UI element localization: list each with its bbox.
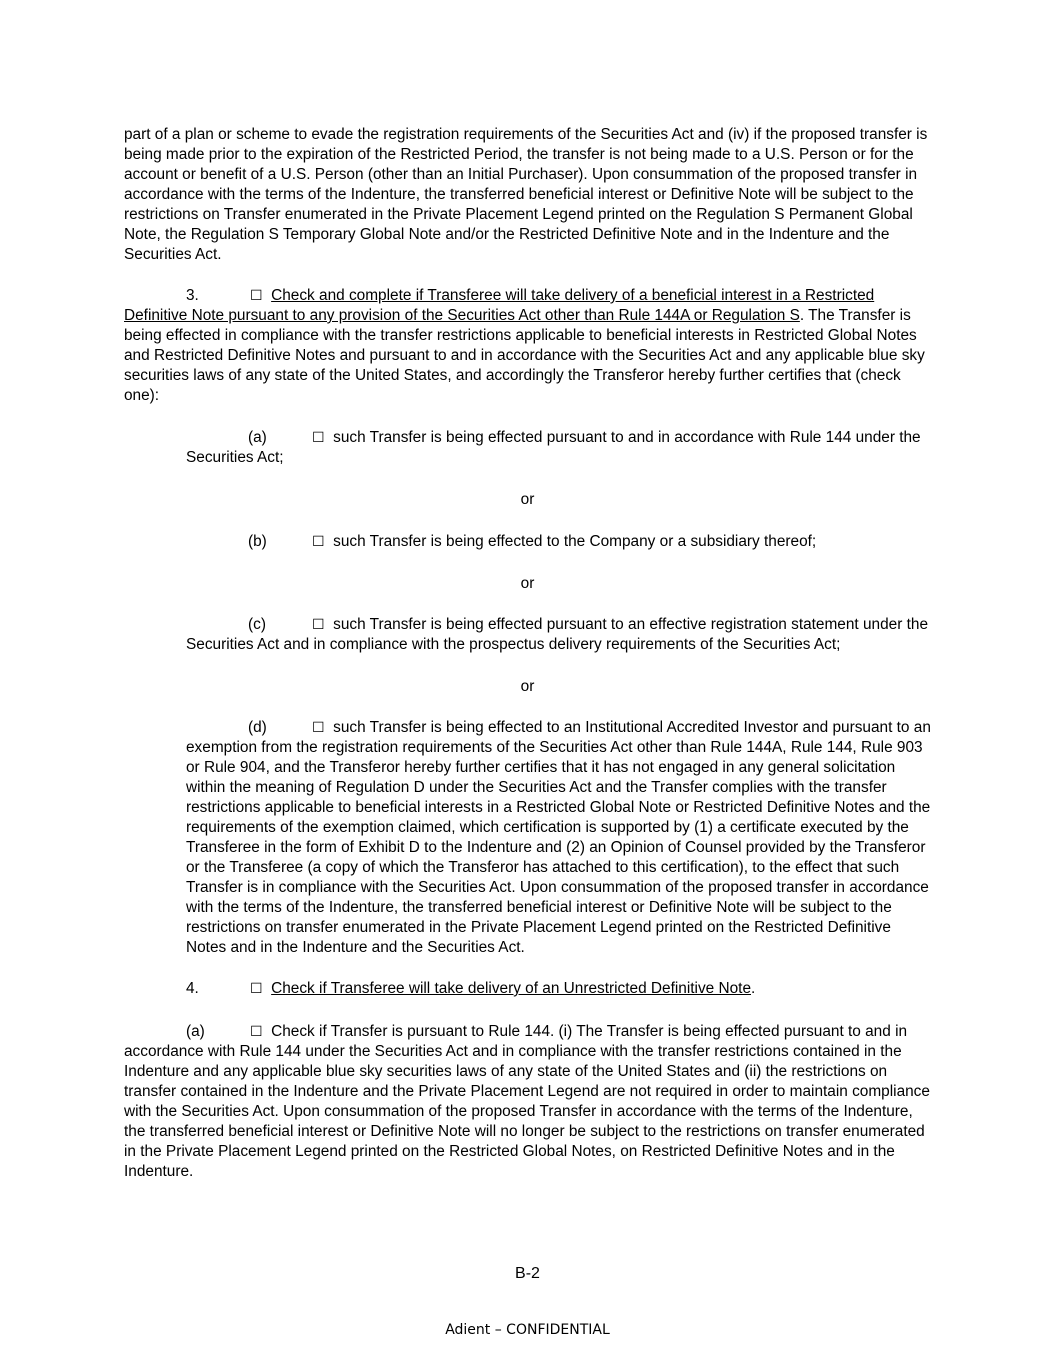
option-a-text: such Transfer is being effected pursuant to and in accordance with Rule 144 under the Securities Act; xyxy=(186,429,921,466)
section-4-number: 4. xyxy=(186,980,199,997)
option-a-checkbox[interactable]: ☐ xyxy=(312,430,325,446)
section-4-a-text: Check if Transfer is pursuant to Rule 144. (i) The Transfer is being effected pursuant to and in accordance with Rule 144 under the Securities Act and in compliance with the transfer restrictions contained in the Indenture and any applicable blue sky securities laws of any state of the United States and (ii) the restrictions on transfer contained in the Indenture and the Private Placement Legend are not required in order to maintain compliance with the Securities Act. Upon consummation of the proposed Transfer in accordance with the terms of the Indenture, the transferred beneficial interest or Definitive Note will no longer be subject to the restrictions on transfer enumerated in the Private Placement Legend printed on the Restricted Global Notes, on Restricted Definitive Notes and in the Indenture. xyxy=(124,1023,930,1180)
section-3-checkbox[interactable]: ☐ xyxy=(250,288,263,304)
option-b xyxy=(186,532,932,552)
section-3-heading: Check and complete if Transferee will take delivery of a beneficial interest in a Restricted Definitive Note pursuant to any provision of the Securities Act other than Rule 144A or Regulation S xyxy=(124,287,875,324)
or-separator-1: or xyxy=(520,491,535,508)
footer-confidential: Adient – CONFIDENTIAL xyxy=(445,1322,610,1338)
or-separator-3: or xyxy=(520,678,535,695)
option-c-label: (c) xyxy=(248,616,266,633)
option-d-text: such Transfer is being effected to an Institutional Accredited Investor and pursuant to an exemption from the registration requirements of the Securities Act other than Rule 144A, Rule 144, Rule 903 or Rule 904, and the Transferor hereby further certifies that it has not engaged in any general solicitation within the meaning of Regulation D under the Securities Act and the Transfer complies with the transfer restrictions applicable to beneficial interests in a Restricted Global Note or Restricted Definitive Notes and the requirements of the exemption claimed, which certification is supported by (1) a certificate executed by the Transferee in the form of Exhibit D to the Indenture and (2) an Opinion of Counsel provided by the Transferor or the Transferee (a copy of which the Transferor has attached to this certification), to the effect that such Transfer is in compliance with the Securities Act. Upon consummation of the proposed transfer in accordance with the terms of the Indenture, the transferred beneficial interest or Definitive Note will be subject to the restrictions on transfer enumerated in the Private Placement Legend printed on the Restricted Definitive Notes and in the Indenture and the Securities Act. xyxy=(186,719,931,956)
or-separator-2: or xyxy=(520,575,535,592)
section-4-a xyxy=(124,1022,930,1182)
section-4-a-label: (a) xyxy=(186,1023,205,1040)
option-d-checkbox[interactable]: ☐ xyxy=(312,720,325,736)
section-4-checkbox[interactable]: ☐ xyxy=(250,981,263,997)
intro-text: part of a plan or scheme to evade the registration requirements of the Securities Act and (iv) if the proposed transfer is being made prior to the expiration of the Restricted Period, the transfer is not being made to a U.S. Person or for the account or benefit of a U.S. Person (other than an Initial Purchaser). Upon consummation of the proposed transfer in accordance with the terms of the Indenture, the transferred beneficial interest or Definitive Note will be subject to the restrictions on Transfer enumerated in the Private Placement Legend printed on the Regulation S Permanent Global Note, the Regulation S Temporary Global Note and/or the Restricted Definitive Note and in the Indenture and the Securities Act. xyxy=(124,126,928,263)
option-b-label: (b) xyxy=(248,533,267,550)
section-3-paragraph xyxy=(124,286,934,406)
option-c xyxy=(186,615,932,655)
section-4-heading: Check if Transferee will take delivery of an Unrestricted Definitive Note xyxy=(271,980,751,997)
page-number: B-2 xyxy=(515,1265,540,1282)
option-b-text: such Transfer is being effected to the Company or a subsidiary thereof; xyxy=(333,533,817,550)
option-b-checkbox[interactable]: ☐ xyxy=(312,534,325,550)
section-4-a-checkbox[interactable]: ☐ xyxy=(250,1024,263,1040)
option-a xyxy=(186,428,932,468)
option-c-checkbox[interactable]: ☐ xyxy=(312,617,325,633)
option-d-label: (d) xyxy=(248,719,267,736)
section-4 xyxy=(186,979,932,999)
intro-paragraph xyxy=(124,125,930,265)
section-4-heading-end: . xyxy=(751,980,756,997)
option-d xyxy=(186,718,932,958)
option-a-label: (a) xyxy=(248,429,267,446)
option-c-text: such Transfer is being effected pursuant to an effective registration statement under the Securities Act and in compliance with the prospectus delivery requirements of the Securities Act; xyxy=(186,616,929,653)
section-3 xyxy=(124,286,934,406)
section-3-number: 3. xyxy=(186,287,199,304)
section-3-body: . The Transfer is being effected in compliance with the transfer restrictions applicable to beneficial interests in Restricted Global Notes and Restricted Definitive Notes and pursuant to and in accordance with the Securities Act and any applicable blue sky securities laws of any state of the United States, and accordingly the Transferor hereby further certifies that (check one): xyxy=(124,307,925,404)
